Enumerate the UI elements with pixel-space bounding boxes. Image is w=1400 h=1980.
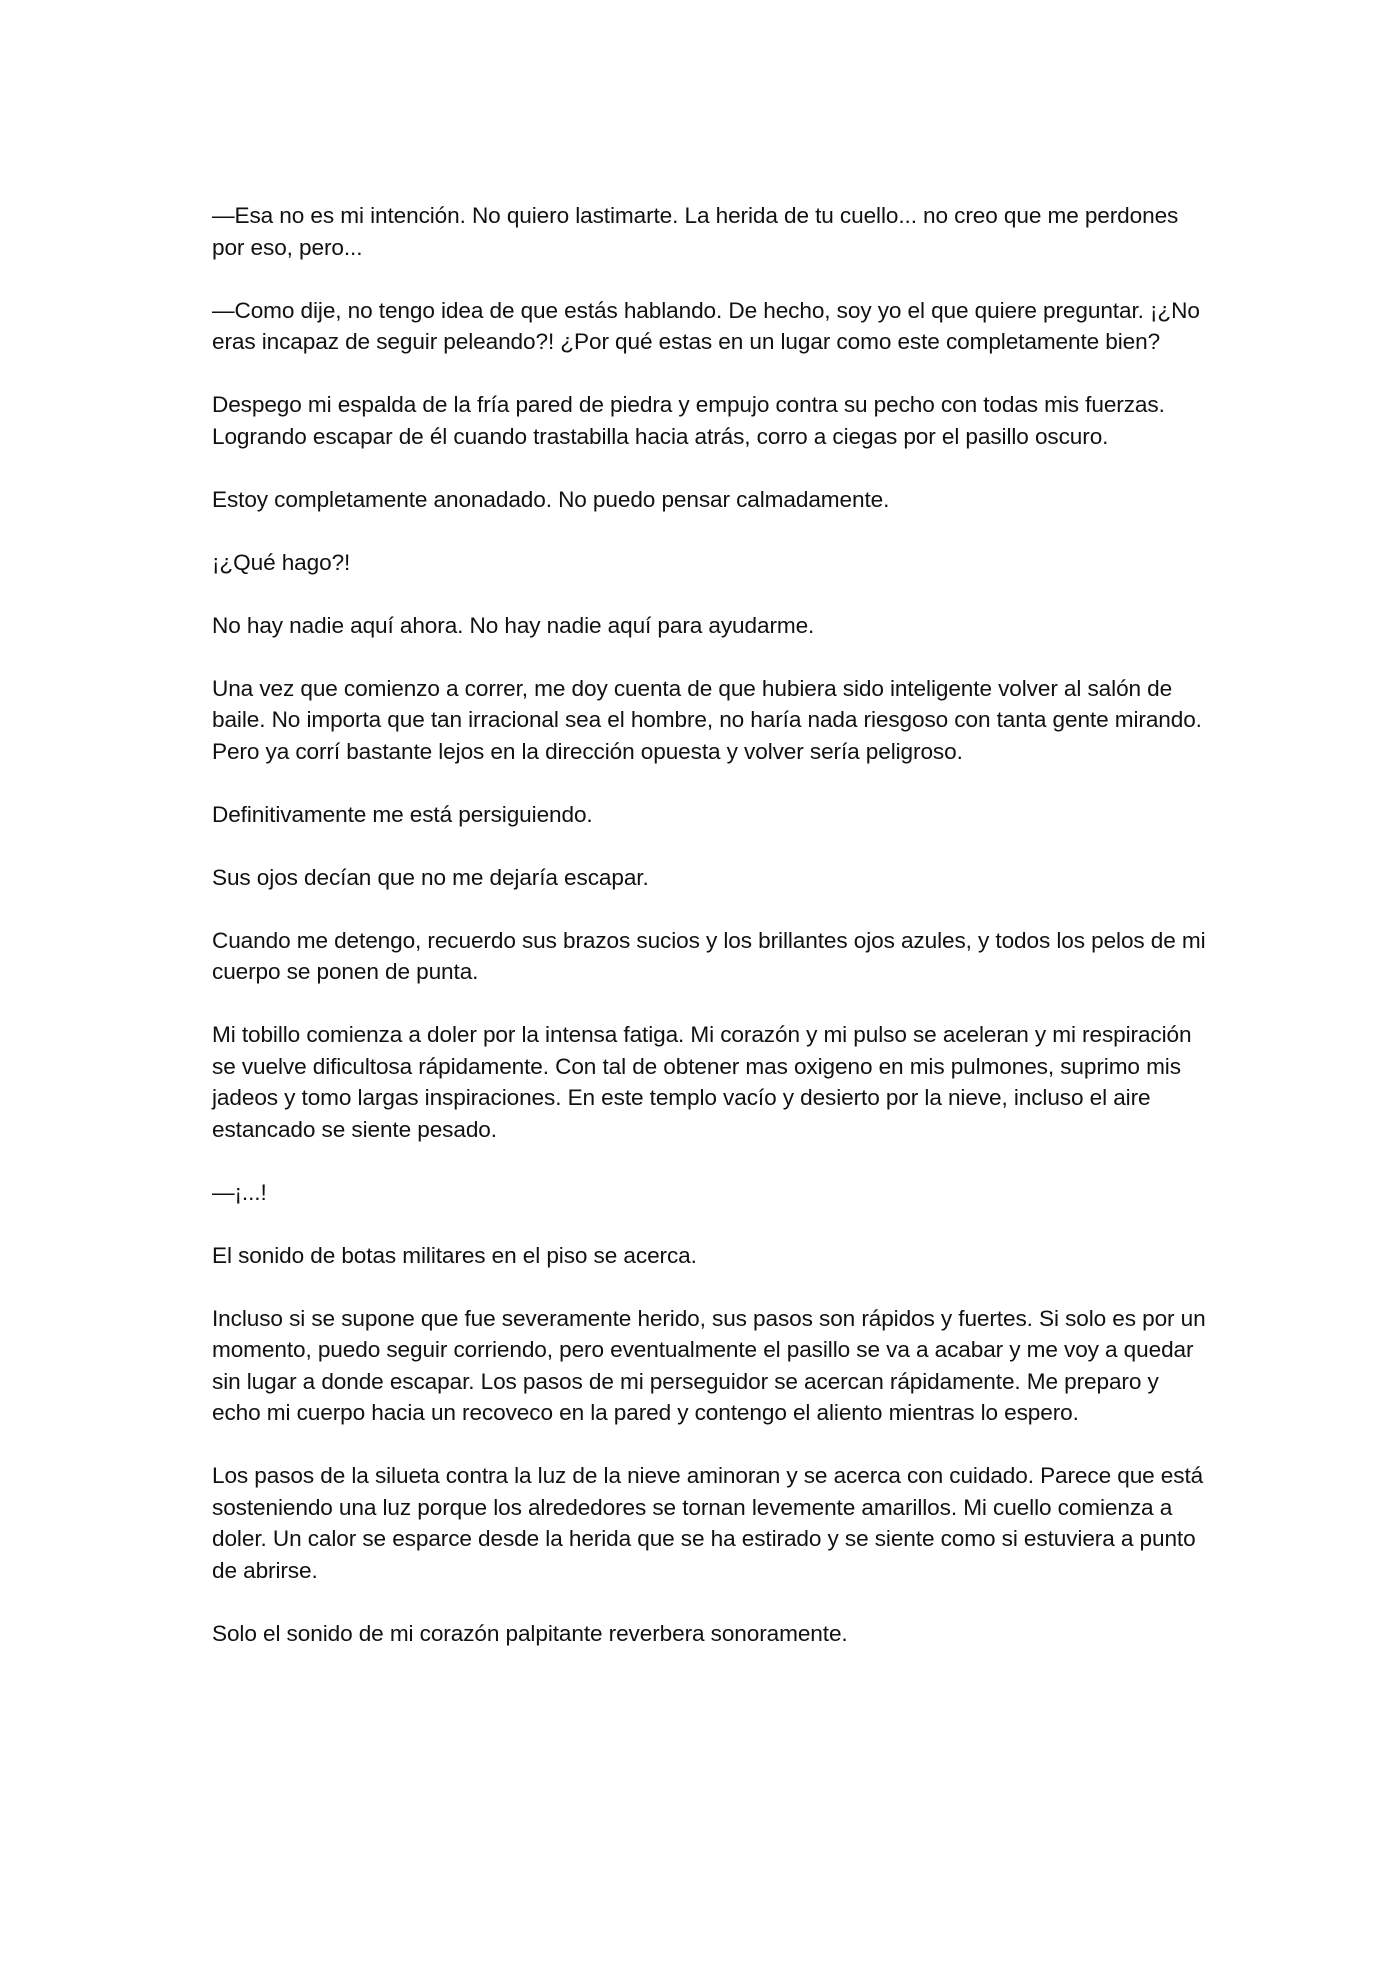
paragraph: Incluso si se supone que fue severamente herido, sus pasos son rápidos y fuertes. Si solo es por un momento, puedo seguir corriendo, pero eventualmente el pasillo se va a acabar y me voy a quedar sin lugar a donde escapar. Los pasos de mi perseguidor se acercan rápidamente. Me preparo y echo mi cuerpo hacia un recoveco en la pared y contengo el aliento mientras lo espero.	[212, 1305, 1206, 1425]
paragraph: —Como dije, no tengo idea de que estás hablando. De hecho, soy yo el que quiere preguntar. ¡¿No eras incapaz de seguir peleando?! ¿Por qué estas en un lugar como este completamente bien?	[212, 297, 1200, 354]
paragraph: Sus ojos decían que no me dejaría escapar.	[212, 864, 649, 890]
paragraph: Una vez que comienzo a correr, me doy cuenta de que hubiera sido inteligente volver al salón de baile. No importa que tan irracional sea el hombre, no haría nada riesgoso con tanta gente mirando. Pero ya corrí bastante lejos en la dirección opuesta y volver sería peligroso.	[212, 675, 1202, 764]
paragraph: Solo el sonido de mi corazón palpitante reverbera sonoramente.	[212, 1620, 848, 1646]
paragraph: El sonido de botas militares en el piso se acerca.	[212, 1242, 697, 1268]
paragraph: —Esa no es mi intención. No quiero lastimarte. La herida de tu cuello... no creo que me perdones por eso, pero...	[212, 203, 1179, 260]
paragraph: Cuando me detengo, recuerdo sus brazos sucios y los brillantes ojos azules, y todos los pelos de mi cuerpo se ponen de punta.	[212, 927, 1206, 984]
paragraph: Definitivamente me está persiguiendo.	[212, 801, 593, 827]
paragraph: Despego mi espalda de la fría pared de piedra y empujo contra su pecho con todas mis fuerzas. Logrando escapar de él cuando trastabilla hacia atrás, corro a ciegas por el pasillo oscuro.	[212, 392, 1165, 449]
paragraph: Estoy completamente anonadado. No puedo pensar calmadamente.	[212, 486, 890, 512]
paragraph: No hay nadie aquí ahora. No hay nadie aquí para ayudarme.	[212, 612, 815, 638]
document-body	[212, 200, 1212, 1649]
paragraph: ¡¿Qué hago?!	[212, 549, 351, 575]
paragraph: —¡...!	[212, 1179, 267, 1205]
paragraph: Mi tobillo comienza a doler por la intensa fatiga. Mi corazón y mi pulso se aceleran y mi respiración se vuelve dificultosa rápidamente. Con tal de obtener mas oxigeno en mis pulmones, suprimo mis jadeos y tomo largas inspiraciones. En este templo vacío y desierto por la nieve, incluso el aire estancado se siente pesado.	[212, 1022, 1192, 1142]
paragraph: Los pasos de la silueta contra la luz de la nieve aminoran y se acerca con cuidado. Parece que está sosteniendo una luz porque los alrededores se tornan levemente amarillos. Mi cuello comienza a doler. Un calor se esparce desde la herida que se ha estirado y se siente como si estuviera a punto de abrirse.	[212, 1463, 1204, 1583]
